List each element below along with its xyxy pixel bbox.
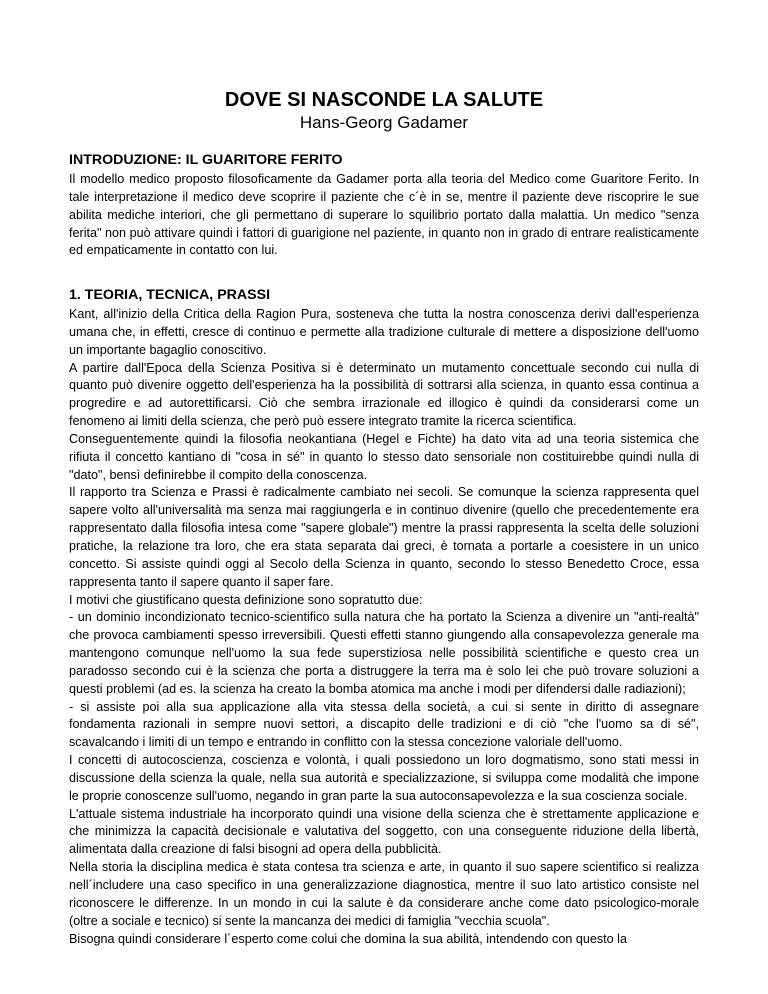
section-heading: 1. TEORIA, TECNICA, PRASSI bbox=[69, 287, 271, 303]
section-body bbox=[69, 171, 699, 260]
paragraph: A partire dall'Epoca della Scienza Positiva si è determinato un mutamento concettuale secondo cui nulla di quanto può divenire oggetto dell'esperienza ha la possibilità di sottrarsi alla scienza, in quanto essa continua a progredire e ad autorettificarsi. Ciò che sembra irrazionale ed illogico è quindi da considerarsi come un fenomeno ai limiti della scienza, che però può essere integrato tramite la ricerca scientifica. bbox=[69, 360, 699, 429]
paragraph: L'attuale sistema industriale ha incorporato quindi una visione della scienza che è strettamente applicazione e che minimizza la capacità decisionale e valutativa del soggetto, con una conseguente riduzione della libertà, alimentata dalla creazione di falsi bisogni ad opera della pubblicità. bbox=[69, 806, 699, 857]
paragraph: Bisogna quindi considerare l´esperto come colui che domina la sua abilità, intendendo con questo la bbox=[69, 931, 627, 946]
list-item: - un dominio incondizionato tecnico-scientifico sulla natura che ha portato la Scienza a divenire un "anti-realtà" che provoca cambiamenti spesso irreversibili. Questi effetti stanno giungendo alla consapevolezza generale ma mantengono comunque nell'uomo la sua fede superstiziosa nelle possibilità scientifiche e questo crea un paradosso secondo cui è la scienza che porta a distruggere la terra ma è solo lei che può trovare soluzioni a questi problemi (ad es. la scienza ha creato la bomba atomica ma anche i modi per difendersi dalle radiazioni); bbox=[69, 610, 699, 696]
list-item: - si assiste poi alla sua applicazione alla vita stessa della società, a cui si sente in diritto di assegnare fondamenta razionali in sempre nuovi settori, a discapito delle tradizioni e di ciò "che l'uomo sa di sé", scavalcando i limiti di un tempo e entrando in conflitto con la stessa concezione valoriale dell'uomo. bbox=[69, 699, 699, 750]
paragraph: Il rapporto tra Scienza e Prassi è radicalmente cambiato nei secoli. Se comunque la scienza rappresenta quel sapere volto all'universalità ma senza mai raggiungerla e in continuo divenire (quello che precedentemente era rappresentato dalla filosofia intesa come "sapere globale") mentre la prassi rappresenta la scelta delle soluzioni pratiche, la relazione tra loro, che era stata separata dai greci, è tornata a portarle a coesistere in un unico concetto. Si assiste quindi oggi al Secolo della Scienza in quanto, secondo lo stesso Benedetto Croce, essa rappresenta tanto il sapere quanto il saper fare. bbox=[69, 485, 699, 589]
paragraph: I concetti di autocoscienza, coscienza e volontà, i quali possiedono un loro dogmatismo, sono stati messi in discussione della scienza la quale, nella sua autorità e specializzazione, si sviluppa come modalità che impone le proprie conoscenze sull'uomo, negando in gran parte la sua autoconsapevolezza e la sua coscienza sociale. bbox=[69, 753, 699, 803]
paragraph: Il modello medico proposto filosoficamente da Gadamer porta alla teoria del Medico come Guaritore Ferito. In tale interpretazione il medico deve scoprire il paziente che c´è in se, mentre il paziente deve riscoprire le sue abilita mediche interiori, che gli permettano di superare lo squilibrio portato dalla malattia. Un medico "senza ferita" non può attivare quindi i fattori di guarigione nel paziente, in quanto non in grado di entrare realisticamente ed empaticamente in contatto con lui. bbox=[69, 172, 699, 258]
paragraph: Conseguentemente quindi la filosofia neokantiana (Hegel e Fichte) ha dato vita ad una teoria sistemica che rifiuta il concetto kantiano di "cosa in sé" in quanto lo stesso dato sensoriale non costituirebbe quindi nulla di "dato", bensì definirebbe il compito della conoscenza. bbox=[69, 431, 699, 482]
section-introduction bbox=[69, 151, 699, 260]
section-heading: INTRODUZIONE: IL GUARITORE FERITO bbox=[69, 152, 343, 168]
paragraph: Nella storia la disciplina medica è stata contesa tra scienza e arte, in quanto il suo sapere scientifico si realizza nell´includere una caso specifico in una generalizzazione diagnostica, mentre il suo lato artistico consiste nel riconoscere le differenze. In un mondo in cui la salute è da considerare anche come dato psicologico-morale (oltre a sociale e tecnico) si sente la mancanza dei medici di famiglia "vecchia scuola". bbox=[69, 860, 699, 928]
section-teoria-tecnica-prassi bbox=[69, 286, 699, 948]
paragraph: I motivi che giustificano questa definizione sono sopratutto due: bbox=[69, 592, 423, 607]
section-body bbox=[69, 306, 699, 948]
document-author: Hans-Georg Gadamer bbox=[299, 113, 469, 132]
paragraph: Kant, all'inizio della Critica della Ragion Pura, sosteneva che tutta la nostra conoscenza derivi dall'esperienza umana che, in effetti, cresce di continuo e permette alla tradizione culturale di mettere a disposizione dell'uomo un importante bagaglio conoscitivo. bbox=[69, 307, 699, 357]
document-title: DOVE SI NASCONDE LA SALUTE bbox=[224, 89, 544, 111]
